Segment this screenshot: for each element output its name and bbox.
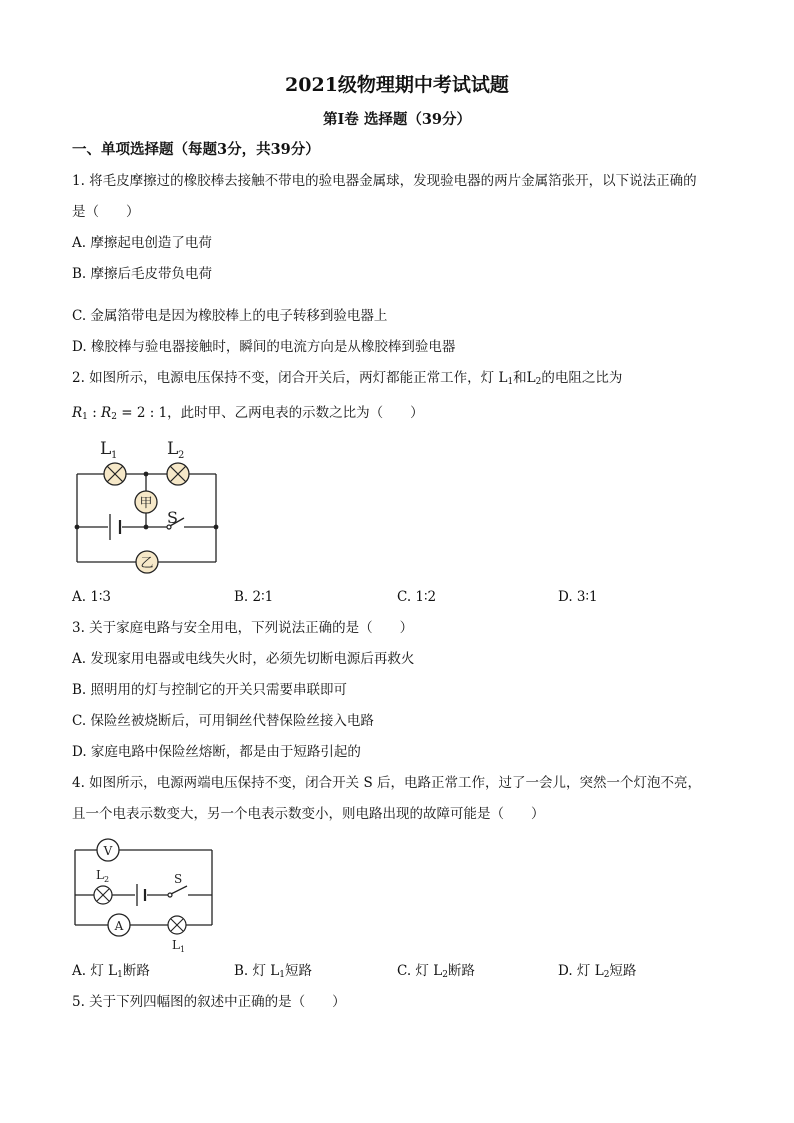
q2-lamp1-label: L (100, 439, 112, 459)
exam-subtitle: 第Ⅰ卷 选择题（39分） (322, 111, 471, 128)
q4-option-d (558, 962, 636, 984)
q4-lamp1-label: L (172, 938, 180, 952)
q2-r2: R (101, 405, 112, 421)
lamp-icon (94, 886, 112, 904)
q2-stem-question: ，此时甲、乙两电表的示数之比为（ ） (167, 405, 424, 421)
q2-sub-2: 2 (535, 377, 542, 387)
q4-option-d-sub: 2 (603, 970, 610, 980)
q3-option-b: B. 照明用的灯与控制它的开关只需要串联即可 (72, 682, 348, 698)
q2-stem-line2: $R_1$ : $R_2 = 2$ : 1，此时甲、乙两电表的示数之比为（ ） (72, 405, 424, 422)
q3-option-d: D. 家庭电路中保险丝熔断，都是由于短路引起的 (72, 744, 361, 760)
q4-lamp2-sub: 2 (104, 875, 110, 884)
q2-meter-yi: 乙 (140, 556, 154, 571)
q5-stem: 5. 关于下列四幅图的叙述中正确的是（ ） (72, 994, 346, 1010)
q3-stem: 3. 关于家庭电路与安全用电，下列说法正确的是（ ） (72, 620, 414, 636)
q2-r1: R (72, 405, 83, 421)
q4-option-c-text: C. 灯 L (397, 963, 443, 979)
q2-stem-line1 (72, 369, 622, 391)
q2-r1-sub: 1 (82, 412, 88, 422)
q2-circuit-diagram (66, 434, 226, 580)
q4-option-b-tail: 短路 (285, 963, 312, 979)
q3-option-a: A. 发现家用电器或电线失火时，必须先切断电源后再救火 (72, 651, 415, 667)
q4-option-a-sub: 1 (117, 970, 123, 980)
q2-option-d: D. 3∶1 (558, 589, 598, 605)
q2-stem-part3: 的电阻之比为 (541, 370, 623, 386)
q4-circuit-diagram (66, 836, 226, 956)
q4-option-c (397, 962, 475, 984)
q4-stem-line1: 4. 如图所示，电源两端电压保持不变，闭合开关 S 后，电路正常工作，过了一会儿，突然一个灯泡不亮， (72, 775, 702, 791)
q1-option-c: C. 金属箔带电是因为橡胶棒上的电子转移到验电器上 (72, 308, 388, 324)
lamp-icon (168, 916, 186, 934)
q4-option-d-text: D. 灯 L (558, 963, 604, 979)
q1-option-d: D. 橡胶棒与验电器接触时，瞬间的电流方向是从橡胶棒到验电器 (72, 339, 456, 355)
lamp-icon (167, 463, 189, 485)
q2-option-a: A. 1∶3 (72, 589, 112, 605)
q4-option-c-sub: 2 (442, 970, 448, 980)
q4-stem-line2: 且一个电表示数变大，另一个电表示数变小，则电路出现的故障可能是（ ） (72, 806, 545, 822)
q2-meter-jia: 甲 (139, 496, 153, 511)
q2-option-b: B. 2∶1 (234, 589, 274, 605)
q4-lamp1-sub: 1 (180, 945, 186, 954)
q4-option-b-sub: 1 (279, 970, 285, 980)
q2-option-c: C. 1∶2 (397, 589, 437, 605)
lamp-icon (104, 463, 126, 485)
q2-lamp2-label: L (167, 439, 179, 459)
q4-option-d-tail: 短路 (609, 963, 637, 979)
q2-stem-part2: 和L (513, 370, 536, 386)
exam-title: 2021级物理期中考试试题 (285, 74, 509, 96)
q4-switch-label: S (174, 872, 183, 886)
q4-voltmeter-label: V (103, 844, 113, 858)
section-heading: 一、单项选择题（每题3分，共39分） (72, 141, 320, 158)
q4-lamp2-label: L (96, 868, 104, 882)
q4-option-a-tail: 断路 (122, 963, 150, 979)
q2-lamp2-sub: 2 (178, 450, 185, 461)
q2-sub-1: 1 (507, 377, 514, 387)
q2-ratio: = 2 : 1 (121, 405, 168, 421)
q1-option-b: B. 摩擦后毛皮带负电荷 (72, 266, 213, 282)
q4-ammeter-label: A (114, 919, 124, 933)
q4-option-a (72, 962, 150, 984)
q3-option-c: C. 保险丝被烧断后，可用铜丝代替保险丝接入电路 (72, 713, 374, 729)
q2-stem-part1: 2. 如图所示，电源电压保持不变，闭合开关后，两灯都能正常工作，灯 L (72, 370, 508, 386)
q2-switch-label: S (167, 508, 178, 527)
q4-option-a-text: A. 灯 L (72, 963, 118, 979)
q2-r2-sub: 2 (111, 412, 117, 422)
q1-stem-line2: 是（ ） (72, 204, 140, 220)
q4-option-c-tail: 断路 (447, 963, 475, 979)
q1-stem-line1: 1. 将毛皮摩擦过的橡胶棒去接触不带电的验电器金属球，发现验电器的两片金属箔张开，以下说法正确的 (72, 173, 697, 189)
q1-option-a: A. 摩擦起电创造了电荷 (72, 235, 212, 251)
q4-option-b-text: B. 灯 L (234, 963, 280, 979)
q2-lamp1-sub: 1 (111, 450, 118, 461)
q4-option-b (234, 962, 312, 984)
